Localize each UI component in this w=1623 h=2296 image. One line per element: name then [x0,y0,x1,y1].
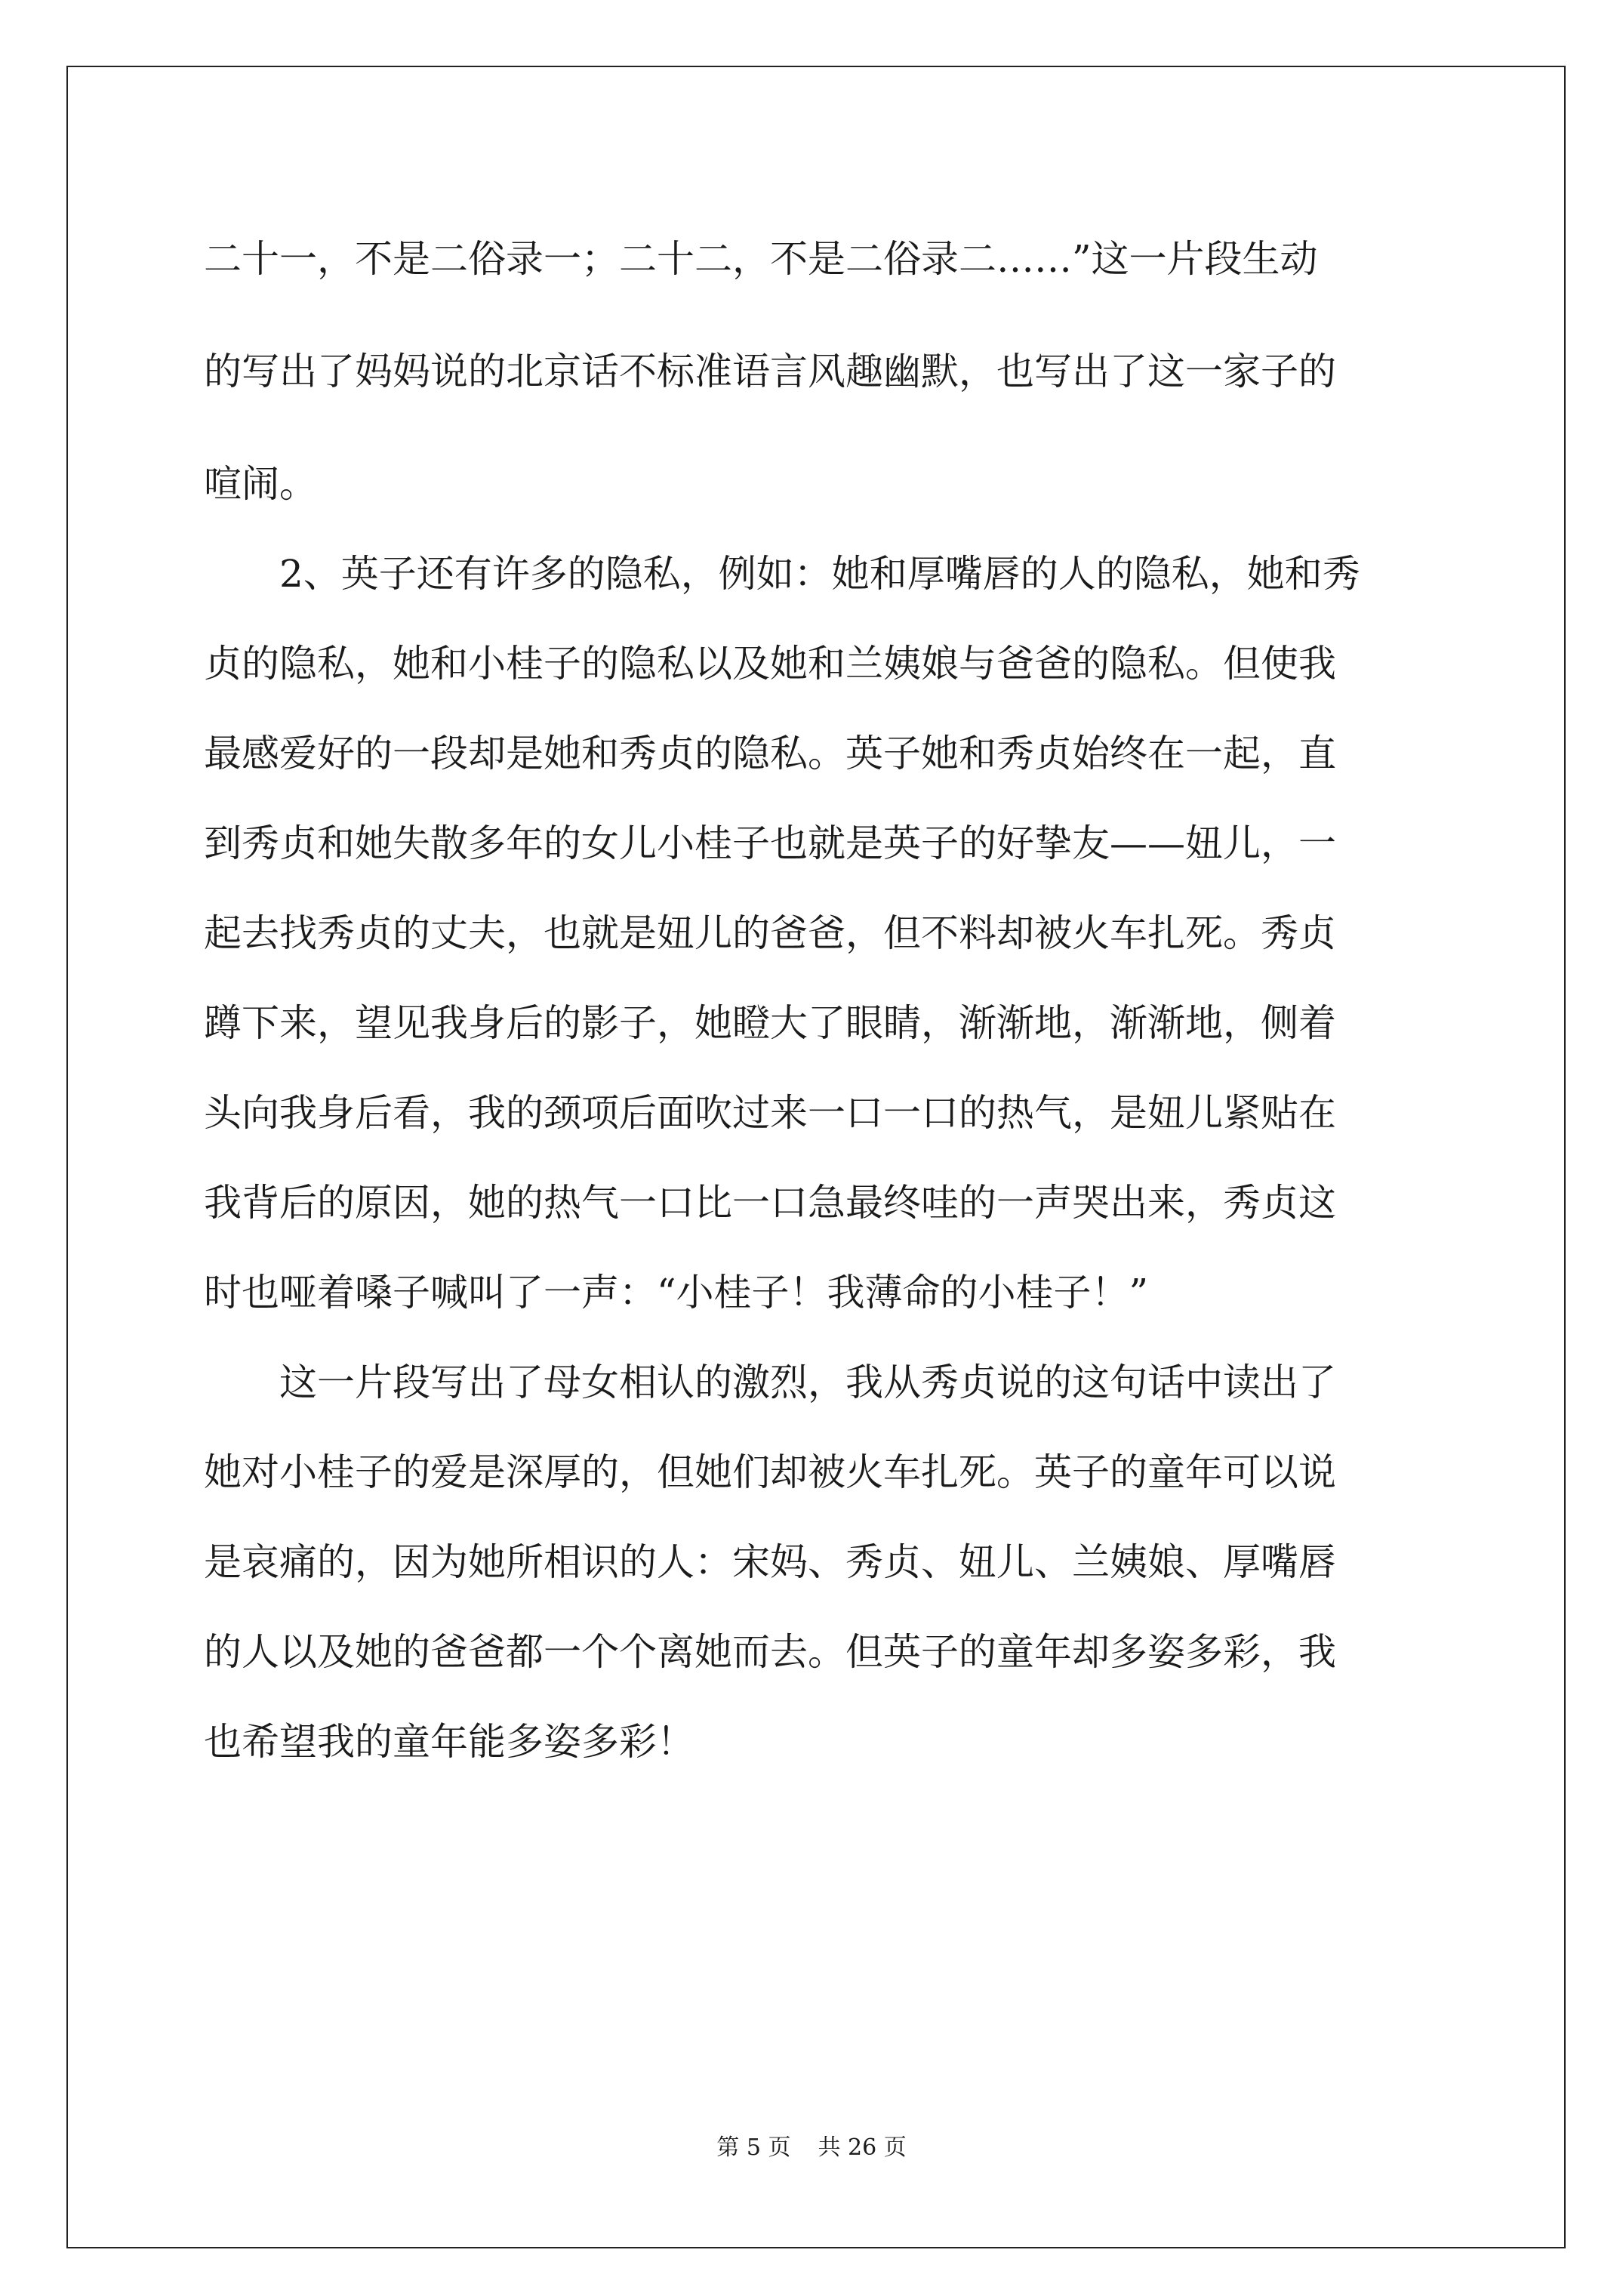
paragraph-3-line-1: 这一片段写出了母女相认的激烈，我从秀贞说的这句话中读出了 [279,1361,1336,1404]
paragraph-2-line-7: 头向我身后看，我的颈项后面吹过来一口一口的热气，是妞儿紧贴在 [204,1091,1336,1135]
paragraph-2-line-2: 贞的隐私，她和小桂子的隐私以及她和兰姨娘与爸爸的隐私。但使我 [204,642,1336,686]
page-total: 共 26 页 [818,2134,907,2161]
paragraph-2-line-8: 我背后的原因，她的热气一口比一口急最终哇的一声哭出来，秀贞这 [204,1181,1336,1225]
paragraph-3-line-5: 也希望我的童年能多姿多彩！ [204,1720,694,1764]
paragraph-2-line-4: 到秀贞和她失散多年的女儿小桂子也就是英子的好挚友——妞儿，一 [204,821,1336,865]
paragraph-1-line-3: 喧闹。 [204,462,317,506]
paragraph-2-line-1: 2、英子还有许多的隐私，例如：她和厚嘴唇的人的隐私，她和秀 [279,552,1360,596]
paragraph-2-line-3: 最感爱好的一段却是她和秀贞的隐私。英子她和秀贞始终在一起，直 [204,732,1336,775]
paragraph-2-line-6: 蹲下来，望见我身后的影子，她瞪大了眼睛，渐渐地，渐渐地，侧着 [204,1001,1336,1045]
paragraph-3-line-4: 的人以及她的爸爸都一个个离她而去。但英子的童年却多姿多彩，我 [204,1630,1336,1674]
paragraph-3-line-3: 是哀痛的，因为她所相识的人：宋妈、秀贞、妞儿、兰姨娘、厚嘴唇 [204,1540,1336,1584]
page-footer [0,2133,1623,2163]
paragraph-1-line-1: 二十一，不是二俗录一；二十二，不是二俗录二……”这一片段生动 [204,237,1318,281]
paragraph-1-line-2: 的写出了妈妈说的北京话不标准语言风趣幽默，也写出了这一家子的 [204,350,1336,393]
paragraph-2-line-5: 起去找秀贞的丈夫，也就是妞儿的爸爸，但不料却被火车扎死。秀贞 [204,911,1336,955]
page-number: 第 5 页 [716,2134,791,2161]
paragraph-2-line-9: 时也哑着嗓子喊叫了一声：“小桂子！我薄命的小桂子！” [204,1271,1149,1314]
paragraph-3-line-2: 她对小桂子的爱是深厚的，但她们却被火车扎死。英子的童年可以说 [204,1450,1336,1494]
